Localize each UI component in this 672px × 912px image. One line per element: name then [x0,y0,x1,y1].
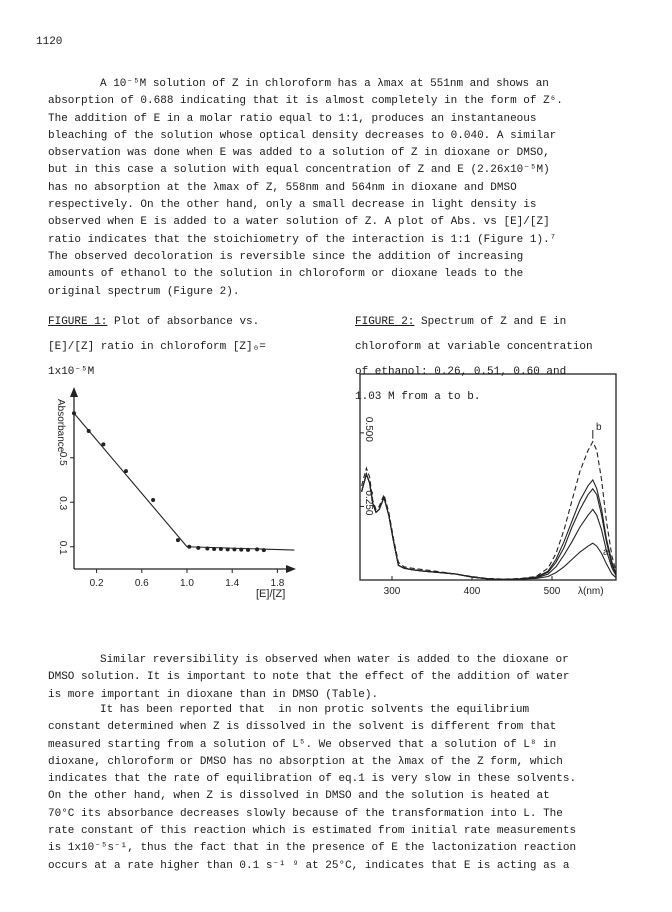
text-line: bleaching of the solution whose optical density decreases to 0.040. A similar [48,129,557,142]
fit-line [74,413,187,547]
data-point [226,547,230,551]
text-line: ratio indicates that the stoichiometry of the interaction is 1:1 (Figure 1).⁷ [48,233,557,246]
y-tick-label: 0.5 [57,451,68,466]
x-tick-label: 0.6 [134,578,149,589]
data-point [72,411,76,415]
x-axis-label: λ(nm) [578,586,604,597]
data-point [255,547,259,551]
x-tick-label: 500 [543,586,561,597]
text-line: is 1x10⁻⁵s⁻¹, thus the fact that in the presence of E the lactonization reaction [48,842,577,855]
paragraph-3 [48,702,638,875]
spectrum-curve [362,442,616,579]
y-tick-label: 0.500 [363,416,374,442]
y-axis-arrow [70,387,78,397]
y-axis-label: Absorbance [55,399,66,453]
data-point [151,498,155,502]
text-line: constant determined when Z is dissolved in the solvent is different from that [48,721,557,734]
data-point [196,546,200,550]
text-line: 70°C its absorbance decreases slowly because of the transformation into L. The [48,807,563,820]
figure-2-chart [350,372,630,604]
x-axis-arrow [286,565,296,573]
text-line: occurs at a rate higher than 0.1 s⁻¹ ⁹ at 25°C, indicates that E is acting as a [48,859,570,872]
caption-line: 1.03 M from a to b. [355,391,481,403]
paragraph-2 [48,652,638,704]
annotation-a: a [603,547,609,558]
text-line: The addition of E in a molar ratio equal to 1:1, produces an instantaneous [48,112,537,125]
paragraph-1 [48,76,638,301]
caption-line: 1x10⁻⁵M [48,366,95,378]
caption-line: of ethanol: 0.26, 0.51, 0.60 and [355,366,567,378]
caption-line: Plot of absorbance vs. [107,316,260,328]
text-line: respectively. On the other hand, only a small decrease in light density is [48,199,537,212]
caption-line: chloroform at variable concentration [355,341,593,353]
text-line: A 10⁻⁵M solution of Z in chloroform has a λmax at 551nm and shows an [100,78,549,90]
data-point [176,538,180,542]
figure-1-chart [50,385,310,610]
text-line: has no absorption at the λmax of Z, 558nm and 564nm in dioxane and DMSO [48,181,517,194]
text-line: amounts of ethanol to the solution in chloroform or dioxane leads to the [48,268,524,281]
y-tick-label: 0.3 [57,496,68,511]
text-line: measured starting from a solution of L⁵. We observed that a solution of L⁸ in [48,738,557,751]
text-line: It has been reported that in non protic solvents the equilibrium [100,704,530,716]
data-point [124,469,128,473]
x-tick-label: 0.2 [89,578,104,589]
data-point [246,548,250,552]
x-tick-label: 300 [383,586,401,597]
text-line: DMSO solution. It is important to note that the effect of the addition of water [48,671,570,684]
data-point [219,547,223,551]
data-point [262,548,266,552]
caption-line: [E]/[Z] ratio in chloroform [Z]₀= [48,341,266,353]
figure-1-caption [48,316,266,379]
text-line: dioxane, chloroform or DMSO has no absorption at the λmax of the Z form, which [48,755,563,768]
plot-frame [360,374,616,580]
text-line: observed when E is added to a water solution of Z. A plot of Abs. vs [E]/[Z] [48,216,550,229]
data-point [212,547,216,551]
data-point [87,429,91,433]
x-axis-label: [E]/[Z] [256,588,286,600]
text-line: rate constant of this reaction which is estimated from initial rate measurements [48,825,577,838]
text-line: but in this case a solution with equal concentration of Z and E (2.26x10⁻⁵M) [48,164,550,177]
data-point [205,547,209,551]
y-tick-label: 0.1 [57,540,68,555]
text-line: On the other hand, when Z is dissolved in DMSO and the solution is heated at [48,790,550,803]
annotation-b: b [596,422,602,433]
text-line: Similar reversibility is observed when water is added to the dioxane or [100,654,569,666]
data-point [187,545,191,549]
data-point [101,442,105,446]
figure-1-label: FIGURE 1: [48,316,108,328]
text-line: indicates that the rate of equilibration of eq.1 is very slow in these solvents. [48,773,577,786]
figure-2-label: FIGURE 2: [355,316,415,328]
page-number: 1120 [36,36,63,48]
text-line: The observed decoloration is reversible since the addition of increasing [48,250,524,263]
y-tick-label: 0.250 [363,490,374,516]
data-point [232,547,236,551]
x-tick-label: 400 [463,586,481,597]
caption-line: Spectrum of Z and E in [414,316,567,328]
x-tick-label: 1.8 [270,578,285,589]
text-line: original spectrum (Figure 2). [48,285,240,298]
text-line: observation was done when E was added to a solution of Z in dioxane or DMSO, [48,147,550,160]
text-line: is more important in dioxane than in DMSO (Table). [48,688,379,701]
x-tick-label: 1.0 [180,578,194,589]
data-point [239,548,243,552]
text-line: absorption of 0.688 indicating that it is almost completely in the form of Z⁶. [48,95,563,108]
x-tick-label: 1.4 [225,578,240,589]
